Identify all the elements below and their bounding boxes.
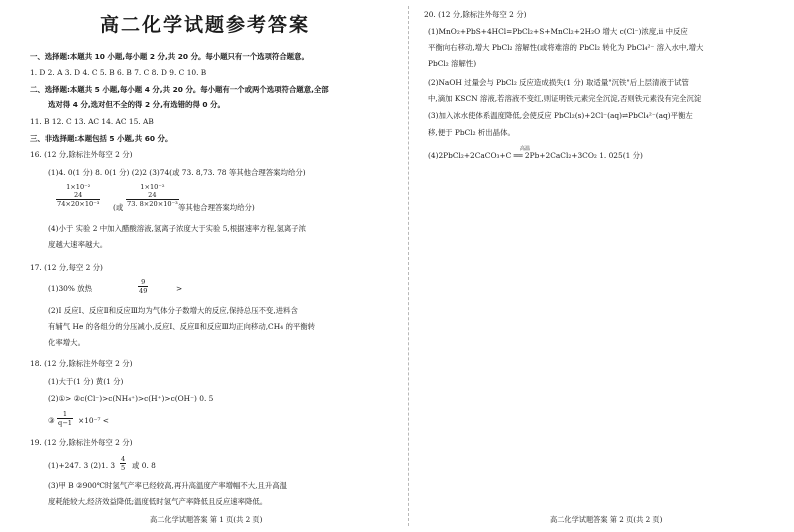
q16-line-4: (4)小于 实验 2 中加入醋酸溶液,氢离子浓度大于实验 5,根据速率方程,氢离子浓 — [48, 224, 307, 233]
q19-fraction — [120, 455, 126, 472]
q20-line-4: (4)2PbCl₂+2CaCO₃+C ══ 2Pb+2CaCl₂+3CO₂ 1. 025(1 分) — [428, 151, 643, 160]
answers-11-15: 11. B 12. C 13. AC 14. AC 15. AB — [30, 117, 154, 126]
q20-line-2: (2)NaOH 过量会与 PbCl₂ 反应造成损失(1 分) 取适量"沉铁"后上层清液于试管 — [428, 78, 689, 87]
q17-fraction — [138, 278, 148, 295]
q17-line-2-cont2: 化率增大。 — [48, 338, 85, 347]
right-page — [410, 0, 794, 532]
answers-1-10: 1. D 2. A 3. D 4. C 5. B 6. B 7. C 8. D 9. C 10. B — [30, 68, 207, 77]
q19-line-2: (3)甲 B ②900℃时氢气产率已经较高,再升高温度产率增幅不大,且升高温 — [48, 481, 288, 490]
section-2-heading-cont: 选对得 4 分,选对但不全的得 2 分,有选错的得 0 分。 — [48, 100, 225, 109]
q20-line-3-cont: 移,便于 PbCl₂ 析出晶体。 — [428, 128, 515, 137]
q18-line-3: ×10⁻⁷ < — [78, 416, 110, 425]
q16-fraction-b — [126, 183, 179, 208]
q17-fraction-num: 9 — [138, 278, 148, 287]
section-3-heading: 三、非选择题:本题包括 5 小题,共 60 分。 — [30, 134, 173, 143]
q19-line-2-cont: 度耗能较大,经济效益降低;温度低时氢气产率降低且反应速率降低。 — [48, 497, 268, 506]
q18-prefix: ③ — [48, 416, 55, 425]
q20-line-1-cont: 平衡向右移动,增大 PbCl₂ 溶解性(或将难溶的 PbCl₂ 转化为 PbCl₄²⁻ 溶入水中,增大 — [428, 43, 704, 52]
q17-heading: 17. (12 分,每空 2 分) — [30, 263, 103, 272]
q17-fraction-den: 49 — [139, 287, 148, 295]
q18-fraction-den: q−1 — [58, 419, 72, 427]
q17-compare: > — [176, 284, 183, 293]
q16-fraction-a-bottom: 74×20×10⁻³ — [57, 200, 100, 208]
footer-page-2: 高二化学试题答案 第 2 页(共 2 页) — [550, 515, 663, 524]
q16-fraction-a-top: 1×10⁻² 24 — [56, 183, 100, 200]
q16-fraction-a — [56, 183, 100, 208]
section-2-heading: 二、选择题:本题共 5 小题,每小题 4 分,共 20 分。每小题有一个或两个选项符合题意,全部 — [30, 85, 329, 94]
q17-line-2: (2)Ⅰ 反应Ⅰ、反应Ⅱ和反应Ⅲ均为气体分子数增大的反应,保持总压不变,进料含 — [48, 306, 298, 315]
q20-line-1: (1)MnO₂+PbS+4HCl=PbCl₂+S+MnCl₂+2H₂O 增大 c(Cl⁻)浓度,ii 中反应 — [428, 27, 688, 36]
q20-heading: 20. (12 分,除标注外每空 2 分) — [424, 10, 527, 19]
q16-fraction-b-top: 1×10⁻² 24 — [126, 183, 179, 200]
q19-fraction-den: 5 — [121, 464, 126, 472]
q16-fraction-b-bottom: 73. 8×20×10⁻³ — [127, 200, 178, 208]
q19-fraction-num: 4 — [121, 455, 126, 463]
q20-line-1-cont2: PbCl₂ 溶解性) — [428, 59, 477, 68]
q19-heading: 19. (12 分,除标注外每空 2 分) — [30, 438, 133, 447]
q20-line-2-cont: 中,滴加 KSCN 溶液,若溶液不变红,则证明铁元素完全沉淀,否则铁元素没有完全沉淀 — [428, 94, 702, 103]
footer-page-1: 高二化学试题答案 第 1 页(共 2 页) — [150, 515, 263, 524]
q18-line-2: (2)①> ②c(Cl⁻)>c(NH₄⁺)>c(H⁺)>c(OH⁻) 0. 5 — [48, 394, 214, 403]
q16-alt-suffix: 等其他合理答案均给分) — [178, 203, 255, 212]
q18-fraction-num: 1 — [57, 410, 73, 419]
q18-line-1: (1)大于(1 分) 黄(1 分) — [48, 377, 124, 386]
q17-line-2-cont: 有辅气 He 的各组分的分压减小,反应Ⅰ、反应Ⅱ和反应Ⅲ均正向移动,CH₄ 的平衡转 — [48, 322, 316, 331]
section-1-heading: 一、选择题:本题共 10 小题,每小题 2 分,共 20 分。每小题只有一个选项符合题意。 — [30, 52, 309, 61]
q18-heading: 18. (12 分,除标注外每空 2 分) — [30, 359, 133, 368]
q19-alt: 或 0. 8 — [132, 461, 156, 470]
q16-heading: 16. (12 分,除标注外每空 2 分) — [30, 150, 133, 159]
q20-line-3: (3)加入冰水使体系温度降低,会使反应 PbCl₂(s)+2Cl⁻(aq)⇌PbCl₄²⁻(aq)平衡左 — [428, 111, 693, 120]
q18-fraction — [57, 410, 73, 427]
q17-line-1: (1)30% 放热 — [48, 284, 93, 293]
q16-line-1: (1)4. 0(1 分) 8. 0(1 分) (2)2 (3)74(或 73. 8,73. 78 等其他合理答案均给分) — [48, 168, 306, 177]
high-temp-label: 高温 — [520, 146, 531, 152]
page-title: 高二化学试题参考答案 — [99, 14, 310, 36]
q19-line-1: (1)+247. 3 (2)1. 3 — [48, 461, 116, 470]
q16-alt-prefix: (或 — [113, 203, 124, 212]
q16-line-4-cont: 度越大速率越大。 — [48, 240, 108, 249]
